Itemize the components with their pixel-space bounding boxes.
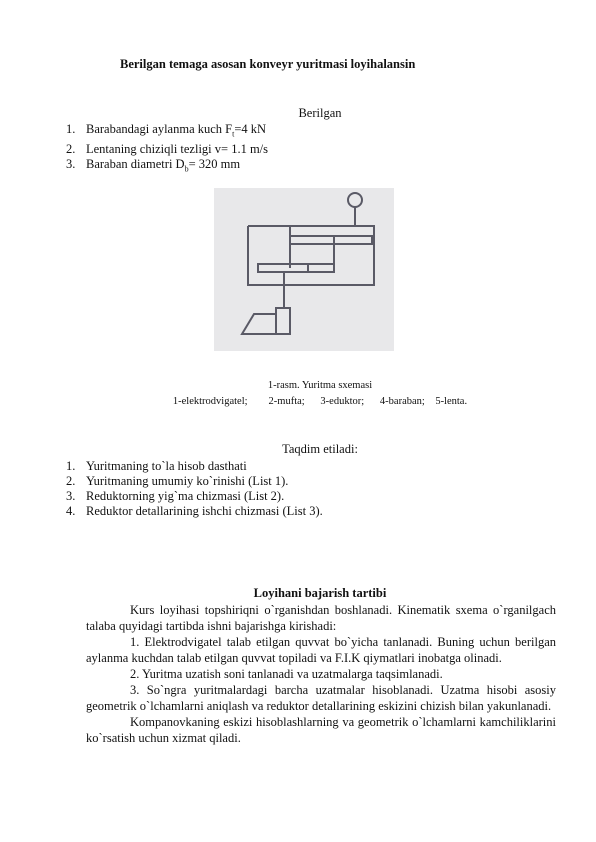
list-item [66,489,323,504]
list-number: 3. [66,156,76,171]
paragraph: 2. Yuritma uzatish soni tanlanadi va uzatmalarga taqsimlanadi. [130,667,443,681]
list-number: 1. [66,122,76,136]
paragraph: Kurs loyihasi topshiriqni o`rganishdan boshlanadi. Kinematik sxema o`rganilgach talaba quyidagi tartibda ishni bajarishga kirishadi: [86,603,556,633]
drive-scheme-drawing [214,188,394,351]
list-number: 2. [66,141,76,156]
paragraph: 1. Elektrodvigatel talab etilgan quvvat bo`yicha tanlanadi. Buning uchun berilgan aylanma kuchdan talab etilgan quvvat topiladi va F.I.K qiymatlari inobatga olinadi. [86,635,556,665]
list-number: 4. [66,504,76,518]
given-speed: Lentaning chiziqli tezligi v= 1.1 m/s [86,141,269,156]
figure-legend: 1-elektrodvigatel; 2-mufta; 3-eduktor; 4-baraban; 5-lenta. [172,396,468,407]
list-item [66,157,268,177]
document-title: Berilgan temaga asosan konveyr yuritmasi loyihalansin [120,57,416,71]
given-list [66,122,268,176]
list-item [66,474,323,489]
procedure-body [86,602,556,746]
procedure-heading: Loyihani bajarish tartibi [253,586,387,600]
list-item [66,122,268,142]
list-item-text: Yuritmaning to`la hisob dasthati [86,459,247,473]
present-heading: Taqdim etiladi: [282,442,358,456]
figure-caption: 1-rasm. Yuritma sxemasi [267,380,373,391]
present-list [66,459,323,519]
paragraph: Kompanovkaning eskizi hisoblashlarning va geometrik o`lchamlarni kamchiliklarini ko`rsatish uchun xizmat qiladi. [86,715,556,745]
given-force: Barabandagi aylanma kuch $F_t=4$ kN [86,122,267,139]
list-number: 3. [66,489,76,503]
drive-scheme-figure [214,188,394,351]
list-item-text: Reduktorning yig`ma chizmasi (List 2). [86,489,285,503]
given-diameter: Baraban diametri $D_b= 320$ mm [86,156,241,173]
paragraph: 3. So`ngra yuritmalardagi barcha uzatmalar hisoblanadi. Uzatma hisobi asosiy geometrik o`lchamlarni aniqlash va reduktor detallarining eskizini chizish bilan yakunlanadi. [86,683,556,713]
list-item-text: Reduktor detallarining ishchi chizmasi (List 3). [86,504,323,518]
list-item-text: Yuritmaning umumiy ko`rinishi (List 1). [86,474,289,488]
list-item [66,504,323,519]
given-heading: Berilgan [298,106,342,120]
list-number: 2. [66,474,76,488]
list-number: 1. [66,459,76,473]
list-item [66,142,268,157]
list-item [66,459,323,474]
